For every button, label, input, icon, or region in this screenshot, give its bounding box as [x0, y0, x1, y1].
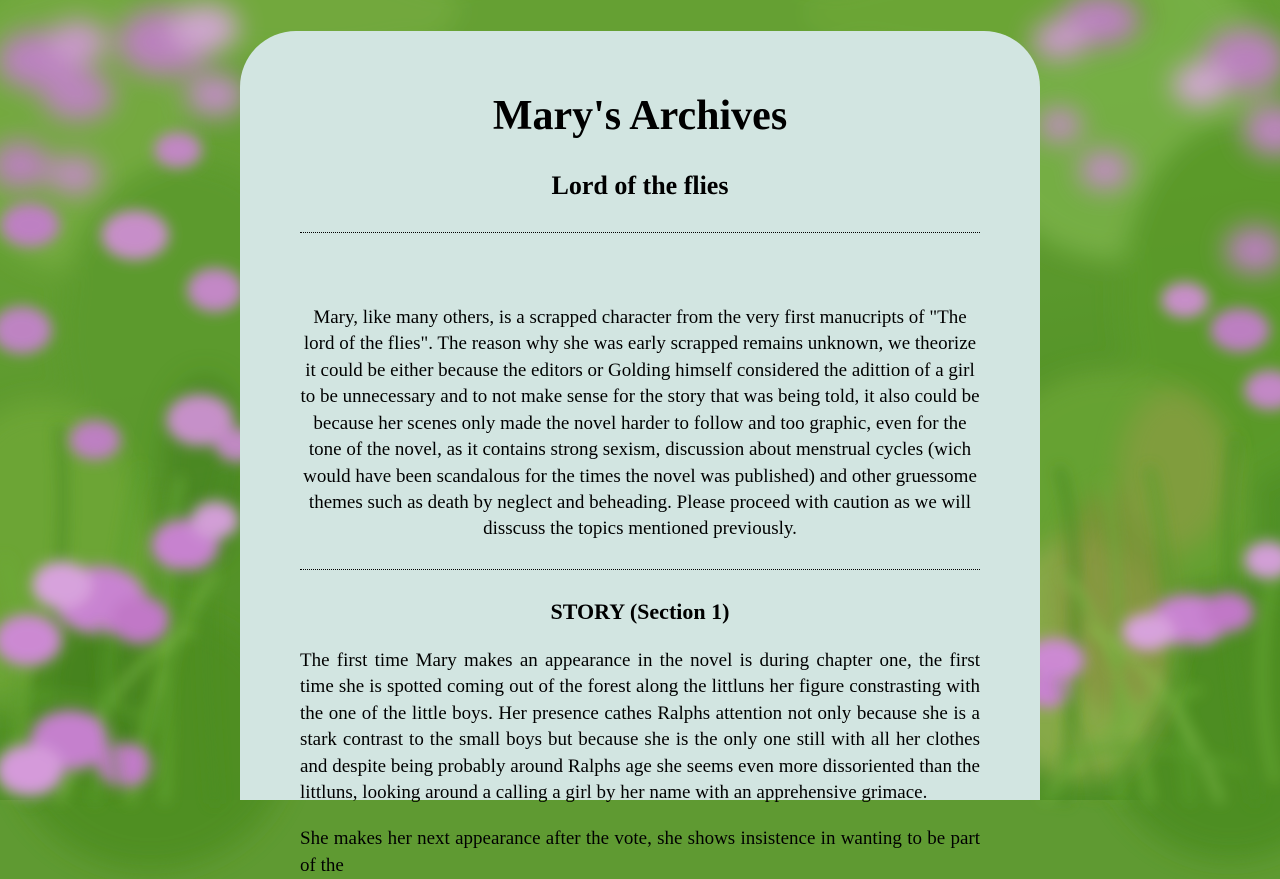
- page-subtitle: Lord of the flies: [551, 171, 729, 201]
- intro-paragraph: Mary, like many others, is a scrapped character from the very first manucripts of "The lord of the flies". The reason why she was early scrapped remains unknown, we theorize it could be either because the editors or Golding himself considered the adittion of a girl to be unnecessary and to not make sense for the story that was being told, it also could be because her scenes only made the novel harder to follow and too graphic, even for the tone of the novel, as it contains strong sexism, discussion about menstrual cycles (wich would have been scandalous for the times the novel was published) and other gruessome themes such as death by neglect and beheading. Please proceed with caution as we will disscuss the topics mentioned previously.: [300, 307, 980, 540]
- page-title: Mary's Archives: [492, 93, 788, 139]
- document-card: [240, 31, 1040, 876]
- section-paragraph-2: She makes her next appearance after the vote, she shows insistence in wanting to be part of the: [300, 828, 980, 876]
- section-heading-story: STORY (Section 1): [550, 598, 730, 624]
- section-paragraph-1: The first time Mary makes an appearance in the novel is during chapter one, the first time she is spotted coming out of the forest along the littluns her figure constrasting with the one of the little boys. Her presence cathes Ralphs attention not only because she is a stark contrast to the small boys but because she is the only one still with all her clothes and despite being probably around Ralphs age she seems even more dissoriented than the littluns, looking around a calling a girl by her name with an apprehensive grimace.: [300, 650, 980, 804]
- section-story: [300, 570, 980, 879]
